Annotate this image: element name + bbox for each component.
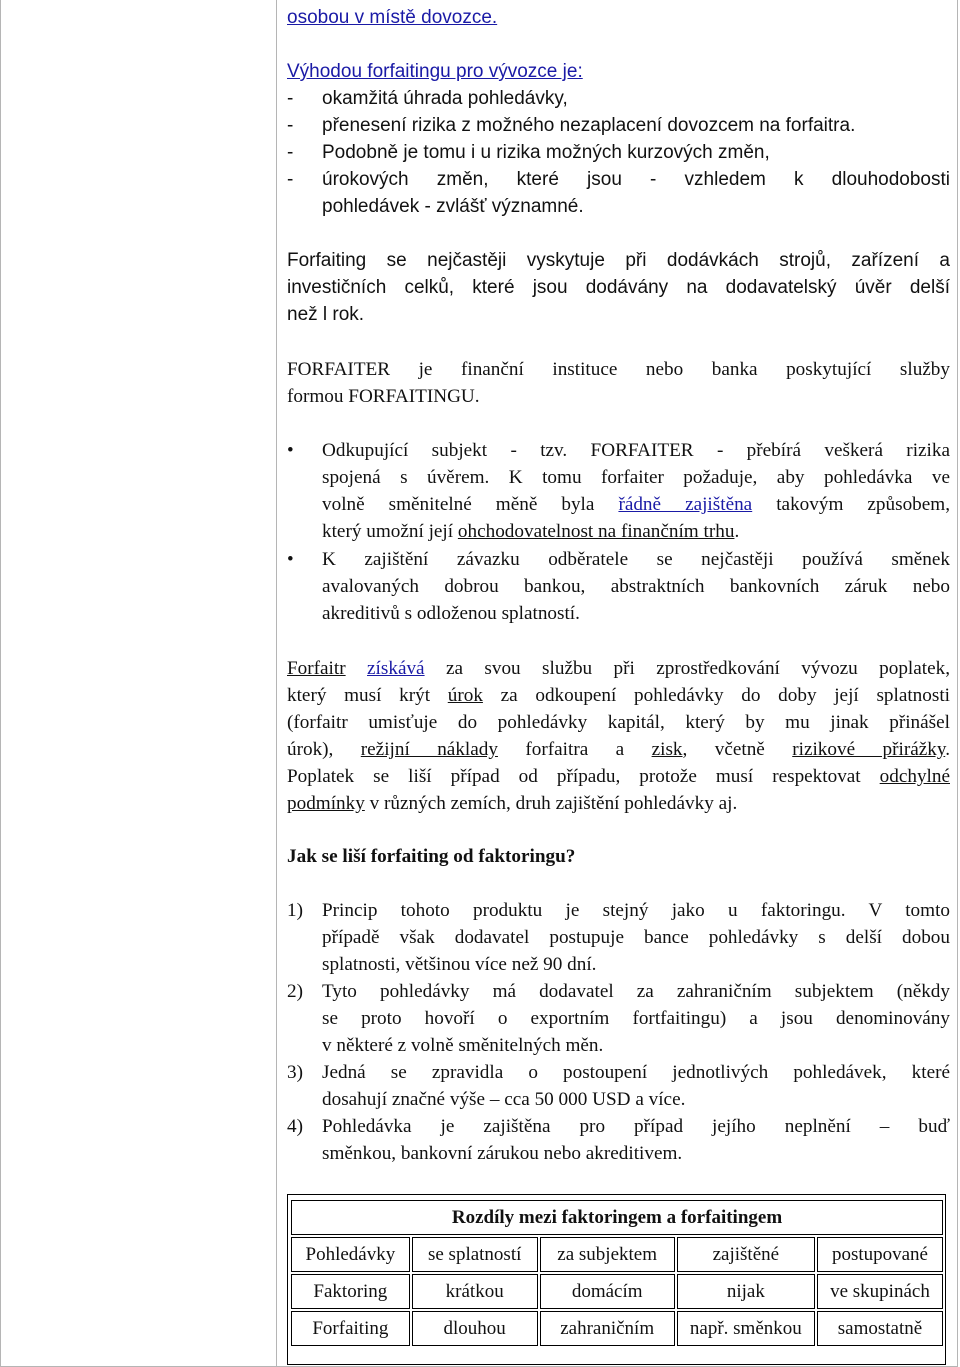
bullet-line: avalovaných dobrou bankou, abstraktních bankovních záruk nebo — [322, 576, 950, 597]
table-row — [291, 1274, 943, 1309]
table-cell: např. směnkou — [677, 1311, 815, 1346]
advantages-heading[interactable] — [287, 59, 583, 85]
item-number: 1) — [287, 900, 303, 921]
table-cell: zajištěné — [677, 1237, 815, 1272]
link-radne-zajistena[interactable]: řádně zajištěna — [618, 494, 753, 515]
advantages-heading-link[interactable]: Výhodou forfaitingu pro vývozce je: — [287, 61, 583, 82]
advantage-item-continuation: pohledávek - zvlášť významné. — [322, 196, 584, 217]
table-cell: Forfaiting — [291, 1311, 410, 1346]
link-forfaitr[interactable]: Forfaitr — [287, 658, 346, 679]
dash-marker: - — [287, 88, 294, 109]
table-cell: samostatně — [817, 1311, 943, 1346]
numbered-item-line: případě však dodavatel postupuje bance pohledávky s delší dobou — [322, 927, 950, 948]
dash-marker: - — [287, 115, 294, 136]
bullet-line: akreditivů s odloženou splatností. — [322, 603, 580, 624]
bullet-line: volně směnitelné měně byla řádně zajištěna takovým způsobem, — [322, 494, 950, 515]
numbered-item-line: směnkou, bankovní zárukou nebo akreditivem. — [322, 1143, 683, 1164]
table-caption: Rozdíly mezi faktoringem a forfaitingem — [291, 1200, 943, 1235]
intro-link[interactable]: osobou v místě dovozce. — [287, 7, 498, 28]
table-cell: nijak — [677, 1274, 815, 1309]
forfaiter-paragraph-line: FORFAITER je finanční instituce nebo banka poskytující služby — [287, 359, 950, 380]
fee-paragraph-line: který musí krýt úrok za odkoupení pohledávky do doby její splatnosti — [287, 685, 950, 706]
fee-paragraph-line: podmínky v různých zemích, druh zajištění pohledávky aj. — [287, 793, 738, 814]
item-number: 4) — [287, 1116, 303, 1137]
link-ziskava[interactable]: získává — [367, 658, 425, 679]
fee-paragraph-line: úrok), režijní náklady forfaitra a zisk, včetně rizikové přirážky. — [287, 739, 950, 760]
forfaiting-paragraph-line: Forfaiting se nejčastěji vyskytuje při dodávkách strojů, zařízení a — [287, 250, 950, 271]
table-cell: ve skupinách — [817, 1274, 943, 1309]
fee-paragraph-line: Forfaitr získává za svou službu při zprostředkování vývozu poplatek, — [287, 658, 951, 679]
dash-marker: - — [287, 169, 294, 190]
table-cell: domácím — [540, 1274, 675, 1309]
table-row — [291, 1237, 943, 1272]
table-cell: dlouhou — [412, 1311, 538, 1346]
left-margin-divider — [276, 0, 277, 1367]
numbered-item-line: se proto hovoří o exportním fortfaitingu) a jsou denominovány — [322, 1008, 950, 1029]
table-cell: za subjektem — [540, 1237, 675, 1272]
table-cell: zahraničním — [540, 1311, 675, 1346]
numbered-item-line: v některé z volně směnitelných měn. — [322, 1035, 604, 1056]
fee-paragraph-line: (forfaitr umisťuje do pohledávky kapitál, který by mu jinak přinášel — [287, 712, 950, 733]
numbered-item-line: splatnosti, většinou více než 90 dní. — [322, 954, 597, 975]
section-heading: Jak se liší forfaiting od faktoringu? — [287, 846, 576, 867]
link-rezijni-naklady[interactable]: režijní náklady — [360, 739, 498, 760]
intro-fragment[interactable] — [287, 5, 497, 31]
forfaiter-paragraph-line: formou FORFAITINGU. — [287, 386, 480, 407]
numbered-item-line: dosahují značné výše – cca 50 000 USD a více. — [322, 1089, 686, 1110]
link-urok[interactable]: úrok — [447, 685, 483, 706]
link-odchylne[interactable]: odchylné — [879, 766, 950, 787]
link-rizikove-prirazky[interactable]: rizikové přirážky — [792, 739, 946, 760]
comparison-table — [289, 1198, 945, 1348]
bullet-icon: • — [287, 440, 294, 461]
table-cell: krátkou — [412, 1274, 538, 1309]
bullet-line: spojená s úvěrem. K tomu forfaiter požaduje, aby pohledávka ve — [322, 467, 950, 488]
bullet-icon: • — [287, 549, 294, 570]
link-zisk[interactable]: zisk — [651, 739, 683, 760]
link-podminky[interactable]: podmínky — [287, 793, 365, 814]
comparison-table-frame — [287, 1194, 946, 1365]
item-number: 3) — [287, 1062, 303, 1083]
bullet-line: který umožní její ohchodovatelnost na finančním trhu. — [322, 521, 740, 542]
forfaiting-paragraph-line: než l rok. — [287, 304, 365, 325]
table-cell: postupované — [817, 1237, 943, 1272]
table-cell: Faktoring — [291, 1274, 410, 1309]
table-cell: Pohledávky — [291, 1237, 410, 1272]
link-obchodovatelnost[interactable]: ohchodovatelnost na finančním trhu — [457, 521, 735, 542]
item-number: 2) — [287, 981, 303, 1002]
fee-paragraph-line: Poplatek se liší případ od případu, protože musí respektovat odchylné — [287, 766, 950, 787]
forfaiting-paragraph-line: investičních celků, které jsou dodávány na dodavatelský úvěr delší — [287, 277, 950, 298]
dash-marker: - — [287, 142, 294, 163]
table-cell: se splatností — [412, 1237, 538, 1272]
table-row — [291, 1311, 943, 1346]
